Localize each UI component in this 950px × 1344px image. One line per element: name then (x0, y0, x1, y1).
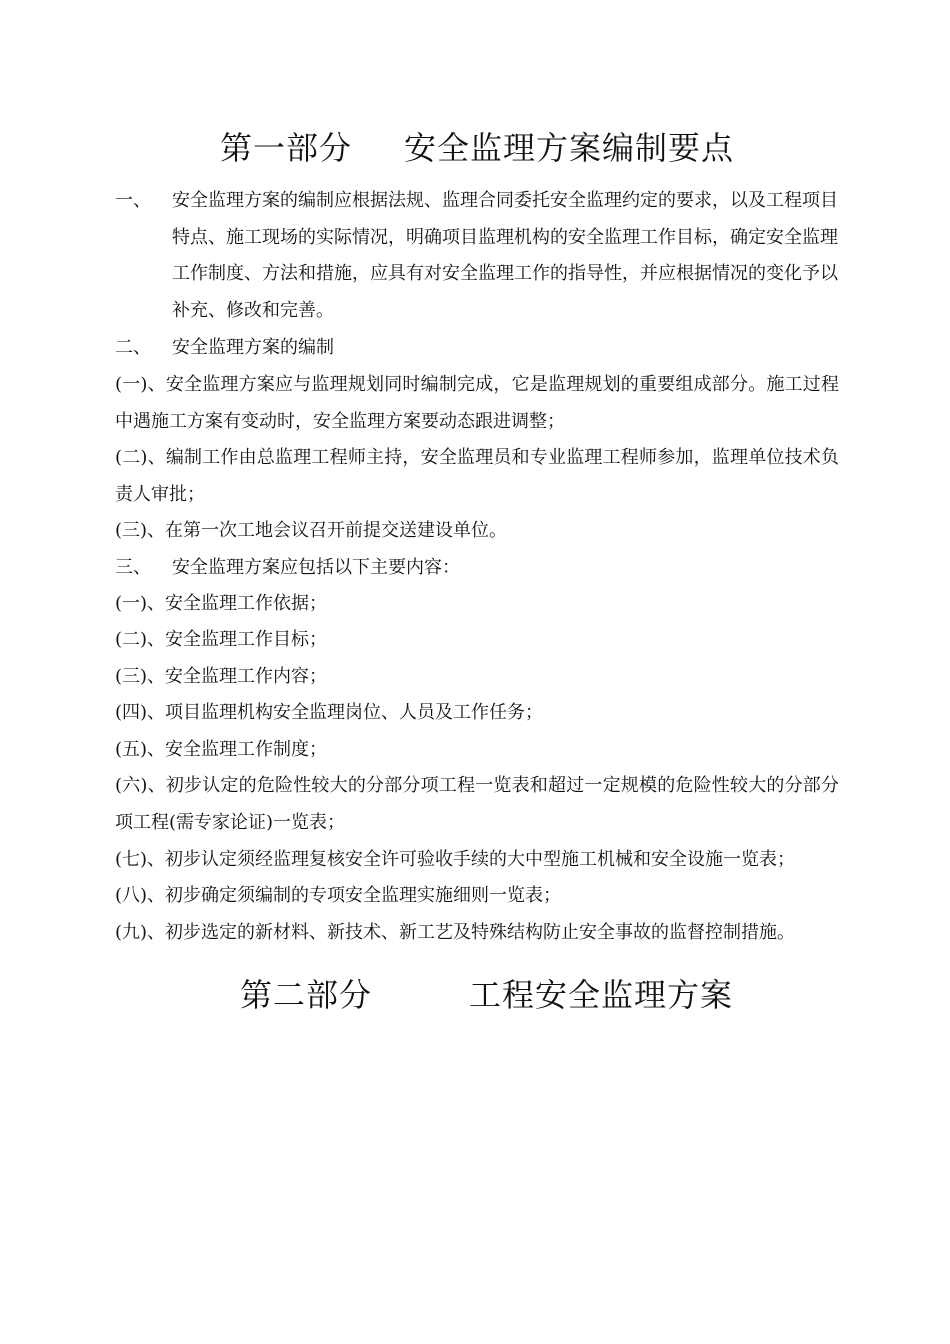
section2-item: (三)、在第一次工地会议召开前提交送建设单位。 (115, 520, 508, 541)
section3-item: (五)、安全监理工作制度； (115, 739, 328, 760)
section3-heading: 安全监理方案应包括以下主要内容： (172, 557, 460, 578)
section3-item: (二)、安全监理工作目标； (115, 629, 328, 650)
section2-item: (一)、安全监理方案应与监理规划同时编制完成，它是监理规划的重要组成部分。施工过程中遇施工方案有变动时，安全监理方案要动态跟进调整； (115, 374, 839, 432)
part1-label: 第一部分 (220, 129, 353, 167)
section3-item: (六)、初步认定的危险性较大的分部分项工程一览表和超过一定规模的危险性较大的分部分项工程(需专家论证)一览表； (115, 775, 839, 833)
section3-number: 三、 (115, 557, 151, 578)
section3-item: (一)、安全监理工作依据； (115, 593, 328, 614)
section2-number: 二、 (115, 337, 151, 358)
section3-item: (九)、初步选定的新材料、新技术、新工艺及特殊结构防止安全事故的监督控制措施。 (115, 922, 796, 943)
section2-heading: 安全监理方案的编制 (172, 337, 334, 358)
part2-title: 工程安全监理方案 (469, 976, 734, 1014)
section1-number: 一、 (115, 190, 151, 211)
section3-item: (三)、安全监理工作内容； (115, 666, 328, 687)
part2-label: 第二部分 (240, 976, 373, 1014)
part1-title: 安全监理方案编制要点 (404, 129, 735, 167)
section3-item: (四)、项目监理机构安全监理岗位、人员及工作任务； (115, 702, 544, 723)
section3-item: (七)、初步认定须经监理复核安全许可验收手续的大中型施工机械和安全设施一览表； (115, 849, 796, 870)
section1-text: 安全监理方案的编制应根据法规、监理合同委托安全监理约定的要求，以及工程项目特点、施工现场的实际情况，明确项目监理机构的安全监理工作目标，确定安全监理工作制度、方法和措施，应具有对安全监理工作的指导性，并应根据情况的变化予以补充、修改和完善。 (172, 190, 838, 321)
section3-item: (八)、初步确定须编制的专项安全监理实施细则一览表； (115, 885, 562, 906)
section2-item: (二)、编制工作由总监理工程师主持，安全监理员和专业监理工程师参加，监理单位技术负责人审批； (115, 447, 839, 505)
